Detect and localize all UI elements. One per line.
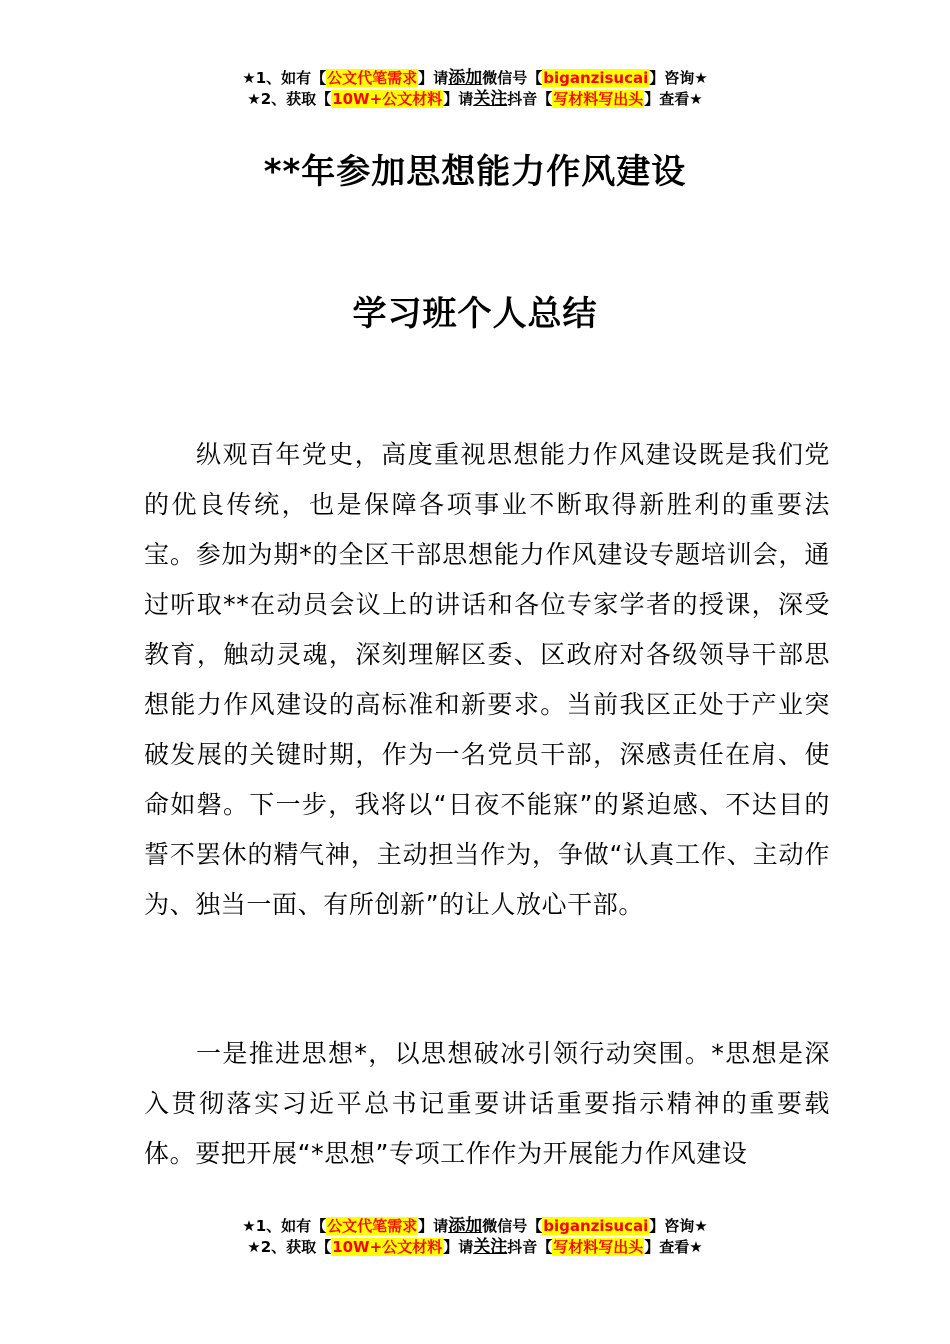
banner-emphasis: 添加 xyxy=(448,68,483,88)
banner-emphasis: 添加 xyxy=(448,1216,483,1236)
banner-text: ★1、如有【 xyxy=(242,69,327,87)
document-title-line1: **年参加思想能力作风建设 xyxy=(263,152,687,192)
header-banner-line1 xyxy=(0,68,950,89)
banner-text: 抖音【 xyxy=(507,1238,553,1256)
footer-banner-line1 xyxy=(0,1216,950,1237)
document-title-line2: 学习班个人总结 xyxy=(352,294,598,334)
banner-text: 微信号【 xyxy=(482,69,543,87)
banner-text: ★2、获取【 xyxy=(247,1238,332,1256)
banner-text: ★1、如有【 xyxy=(242,1217,327,1235)
banner-text: 】查看★ xyxy=(644,90,703,108)
materials-highlight: 10W+公文材料 xyxy=(332,1238,443,1256)
douyin-id-highlight: 写材料写出头 xyxy=(553,1238,644,1256)
banner-text: ★2、获取【 xyxy=(247,90,332,108)
banner-text: 抖音【 xyxy=(507,90,553,108)
body-paragraph-2: 一是推进思想*，以思想破冰引领行动突围。*思想是深入贯彻落实习近平总书记重要讲话重要指示精神的重要载体。要把开展“*思想”专项工作作为开展能力作风建设 xyxy=(144,1039,830,1168)
footer-banner-line2 xyxy=(0,1237,950,1258)
banner-text: 】请 xyxy=(443,90,474,108)
header-banner xyxy=(0,68,950,110)
header-banner-line2 xyxy=(0,89,950,110)
banner-text: 】请 xyxy=(443,1238,474,1256)
body-paragraph-1: 纵观百年党史，高度重视思想能力作风建设既是我们党的优良传统，也是保障各项事业不断取得新胜利的重要法宝。参加为期*的全区干部思想能力作风建设专题培训会，通过听取**在动员会议上的讲话和各位专家学者的授课，深受教育，触动灵魂，深刻理解区委、区政府对各级领导干部思想能力作风建设的高标准和新要求。当前我区正处于产业突破发展的关键时期，作为一名党员干部，深感责任在肩、使命如磐。下一步，我将以“日夜不能寐”的紧迫感、不达目的誓不罢休的精气神，主动担当作为，争做“认真工作、主动作为、独当一面、有所创新”的让人放心干部。 xyxy=(144,440,830,919)
banner-text: 】咨询★ xyxy=(649,69,708,87)
banner-text: 微信号【 xyxy=(482,1217,543,1235)
banner-text: 】咨询★ xyxy=(649,1217,708,1235)
douyin-id-highlight: 写材料写出头 xyxy=(553,90,644,108)
banner-text: 】请 xyxy=(418,69,449,87)
materials-highlight: 10W+公文材料 xyxy=(332,90,443,108)
wechat-id-highlight: biganzisucai xyxy=(543,69,649,87)
footer-banner xyxy=(0,1216,950,1258)
service-highlight: 公文代笔需求 xyxy=(327,69,418,87)
service-highlight: 公文代笔需求 xyxy=(327,1217,418,1235)
banner-emphasis: 关注 xyxy=(473,1237,508,1257)
banner-text: 】查看★ xyxy=(644,1238,703,1256)
wechat-id-highlight: biganzisucai xyxy=(543,1217,649,1235)
banner-text: 】请 xyxy=(418,1217,449,1235)
banner-emphasis: 关注 xyxy=(473,89,508,109)
